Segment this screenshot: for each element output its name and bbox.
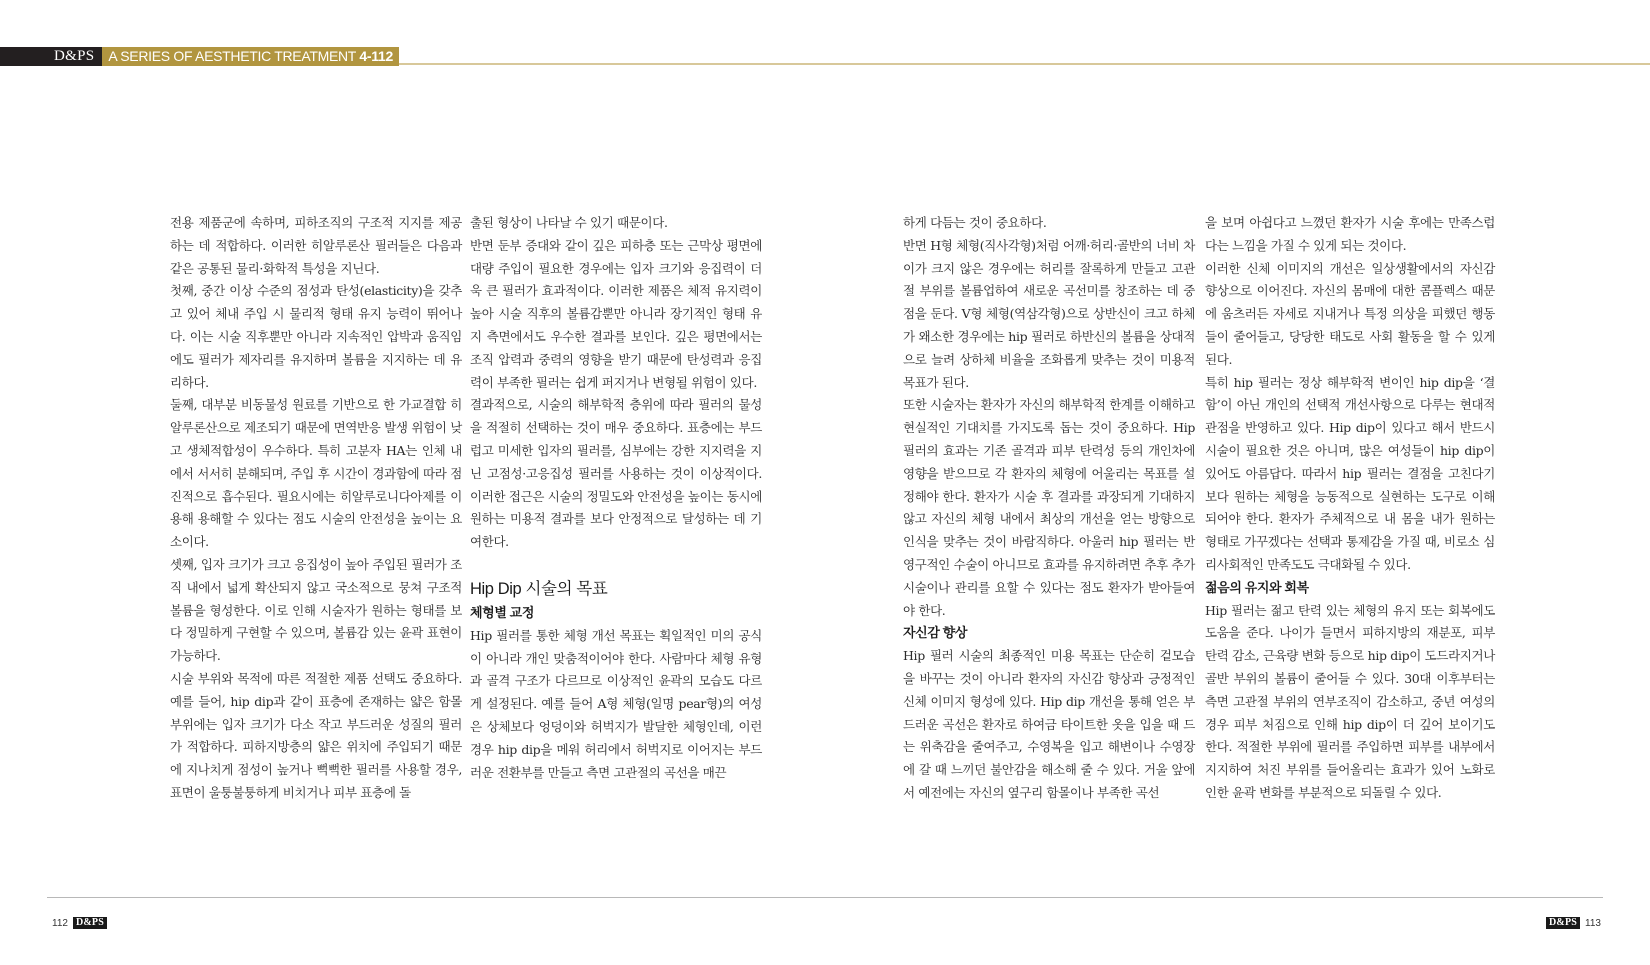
brand-logo: D&PS (0, 47, 102, 66)
paragraph: Hip 필러 시술의 최종적인 미용 목표는 단순히 겉모습을 바꾸는 것이 아니라 환자의 자신감 향상과 긍정적인 신체 이미지 형성에 있다. Hip dip 개선을 통해 얻은 부드러운 곡선은 환자로 하여금 타이트한 옷을 입을 때 드는 위축감을 줄여주고, 수영복을 입고 해변이나 수영장에 갈 때 느끼던 불안감을 해소해 줄 수 있다. 거울 앞에서 예전에는 자신의 옆구리 함몰이나 부족한 곡선 (903, 648, 1195, 800)
series-number: 4-112 (359, 48, 393, 64)
text-column-2 (470, 212, 762, 784)
footer-rule (47, 897, 1603, 898)
subsection-title: 체형별 교정 (470, 604, 535, 620)
paragraph: 반면 둔부 증대와 같이 깊은 피하층 또는 근막상 평면에 대량 주입이 필요한 경우에는 입자 크기와 응집력이 더욱 큰 필러가 효과적이다. 이러한 제품은 체적 유지력이 높아 시술 직후의 볼륨감뿐만 아니라 장기적인 형태 유지 측면에서도 우수한 결과를 보인다. 깊은 평면에서는 조직 압력과 중력의 영향을 받기 때문에 탄성력과 응집력이 부족한 필러는 쉽게 퍼지거나 변형될 위험이 있다. (470, 237, 762, 390)
paragraph: 출된 형상이 나타날 수 있기 때문이다. (470, 215, 668, 230)
subsection-title: 자신감 향상 (903, 625, 968, 641)
series-text: A SERIES OF AESTHETIC TREATMENT (108, 48, 356, 64)
folio-right (1546, 917, 1601, 929)
paragraph: 시술 부위와 목적에 따른 적절한 제품 선택도 중요하다. 예를 들어, hip dip과 같이 표층에 존재하는 얇은 함몰 부위에는 입자 크기가 다소 작고 부드러운 성질의 필러가 적합하다. 피하지방층의 얇은 위치에 주입되기 때문에 지나치게 점성이 높거나 뻑뻑한 필러를 사용할 경우, 표면이 울퉁불퉁하게 비치거나 피부 표층에 돌 (170, 670, 462, 800)
paragraph: 하게 다듬는 것이 중요하다. (903, 215, 1047, 230)
footer-logo-right: D&PS (1546, 917, 1580, 929)
paragraph: 전용 제품군에 속하며, 피하조직의 구조적 지지를 제공하는 데 적합하다. 이러한 히알루론산 필러들은 다음과 같은 공통된 물리·화학적 특성을 지닌다. (170, 215, 462, 276)
folio-left (52, 917, 107, 929)
paragraph: 결과적으로, 시술의 해부학적 층위에 따라 필러의 물성을 적절히 선택하는 것이 매우 중요하다. 표층에는 부드럽고 미세한 입자의 필러를, 심부에는 강한 지지력을 지닌 고점성·고응집성 필러를 사용하는 것이 이상적이다. 이러한 접근은 시술의 정밀도와 안전성을 높이는 동시에 원하는 미용적 결과를 보다 안정적으로 달성하는 데 기여한다. (470, 397, 762, 550)
text-column-1 (170, 212, 462, 805)
paragraph: 특히 hip 필러는 정상 해부학적 변이인 hip dip을 ‘결함’이 아닌 개인의 선택적 개선사항으로 다루는 현대적 관점을 반영하고 있다. Hip dip이 있다고 해서 반드시 시술이 필요한 것은 아니며, 많은 여성들이 hip dip이 있어도 아름답다. 따라서 hip 필러는 결점을 고친다기보다 원하는 체형을 능동적으로 실현하는 도구로 이해되어야 한다. 환자가 주체적으로 내 몸을 내가 원하는 형태로 가꾸겠다는 선택과 통제감을 가질 때, 비로소 심리사회적인 만족도도 극대화될 수 있다. (1205, 374, 1495, 572)
paragraph: 을 보며 아쉽다고 느꼈던 환자가 시술 후에는 만족스럽다는 느낌을 가질 수 있게 되는 것이다. (1205, 215, 1495, 253)
paragraph: 셋째, 입자 크기가 크고 응집성이 높아 주입된 필러가 조직 내에서 넓게 확산되지 않고 국소적으로 뭉쳐 구조적 볼륨을 형성한다. 이로 인해 시술자가 원하는 형태를 보다 정밀하게 구현할 수 있으며, 볼륨감 있는 윤곽 표현이 가능하다. (170, 556, 462, 664)
subsection-title: 젊음의 유지와 회복 (1205, 579, 1309, 595)
series-label (102, 47, 399, 66)
running-header (0, 47, 399, 66)
text-column-3 (903, 212, 1195, 805)
section-title: Hip Dip 시술의 목표 (470, 579, 608, 598)
paragraph: 둘째, 대부분 비동물성 원료를 기반으로 한 가교결합 히알루론산으로 제조되기 때문에 면역반응 발생 위험이 낮고 생체적합성이 우수하다. 특히 고분자 HA는 인체 내에서 서서히 분해되며, 주입 후 시간이 경과함에 따라 점진적으로 흡수된다. 필요시에는 히알루로니다아제를 이용해 용해할 수 있다는 점도 시술의 안전성을 높이는 요소이다. (170, 397, 462, 550)
paragraph: Hip 필러는 젊고 탄력 있는 체형의 유지 또는 회복에도 도움을 준다. 나이가 들면서 피하지방의 재분포, 피부 탄력 감소, 근육량 변화 등으로 hip dip이 도드라지거나 골반 부위의 볼륨이 줄어들 수 있다. 30대 이후부터는 측면 고관절 부위의 연부조직이 감소하고, 중년 여성의 경우 피부 처짐으로 인해 hip dip이 더 깊어 보이기도 한다. 적절한 부위에 필러를 주입하면 피부를 내부에서 지지하여 처진 부위를 들어올리는 효과가 있어 노화로 인한 윤곽 변화를 부분적으로 되돌릴 수 있다. (1205, 602, 1495, 800)
page-number-right: 113 (1585, 917, 1601, 929)
paragraph: 첫째, 중간 이상 수준의 점성과 탄성(elasticity)을 갖추고 있어 체내 주입 시 물리적 형태 유지 능력이 뛰어나다. 이는 시술 직후뿐만 아니라 지속적인 압박과 움직임에도 필러가 제자리를 유지하며 볼륨을 지지하는 데 유리하다. (170, 283, 462, 390)
paragraph: 이러한 신체 이미지의 개선은 일상생활에서의 자신감 향상으로 이어진다. 자신의 몸매에 대한 콤플렉스 때문에 움츠러든 자세로 지내거나 특정 의상을 피했던 행동들이 줄어들고, 당당한 태도로 사회 활동을 할 수 있게 된다. (1205, 260, 1495, 367)
footer-logo-left: D&PS (73, 917, 107, 929)
text-column-4 (1205, 212, 1495, 805)
page-number-left: 112 (52, 917, 68, 929)
paragraph: 반면 H형 체형(직사각형)처럼 어깨·허리·골반의 너비 차이가 크지 않은 경우에는 허리를 잘록하게 만들고 고관절 부위를 볼륨업하여 새로운 곡선미를 창조하는 데 중점을 둔다. V형 체형(역삼각형)으로 상반신이 크고 하체가 왜소한 경우에는 hip 필러로 하반신의 볼륨을 상대적으로 늘려 상하체 비율을 조화롭게 맞추는 것이 미용적 목표가 된다. (903, 237, 1195, 390)
paragraph: 또한 시술자는 환자가 자신의 해부학적 한계를 이해하고 현실적인 기대치를 가지도록 돕는 것이 중요하다. Hip 필러의 효과는 기존 골격과 피부 탄력성 등의 개인차에 영향을 받으므로 각 환자의 체형에 어울리는 목표를 설정해야 한다. 환자가 시술 후 결과를 과장되게 기대하지 않고 자신의 체형 내에서 최상의 개선을 얻는 방향으로 인식을 맞추는 것이 바람직하다. 아울러 hip 필러는 반영구적인 수술이 아니므로 효과를 유지하려면 추후 추가 시술이나 관리를 요할 수 있다는 점도 환자가 받아들여야 한다. (903, 397, 1195, 618)
paragraph: Hip 필러를 통한 체형 개선 목표는 획일적인 미의 공식이 아니라 개인 맞춤적이어야 한다. 사람마다 체형 유형과 골격 구조가 다르므로 이상적인 윤곽의 모습도 다르게 설정된다. 예를 들어 A형 체형(일명 pear형)의 여성은 상체보다 엉덩이와 허벅지가 발달한 체형인데, 이런 경우 hip dip을 메워 허리에서 허벅지로 이어지는 부드러운 전환부를 만들고 측면 고관절의 곡선을 매끈 (470, 627, 762, 780)
